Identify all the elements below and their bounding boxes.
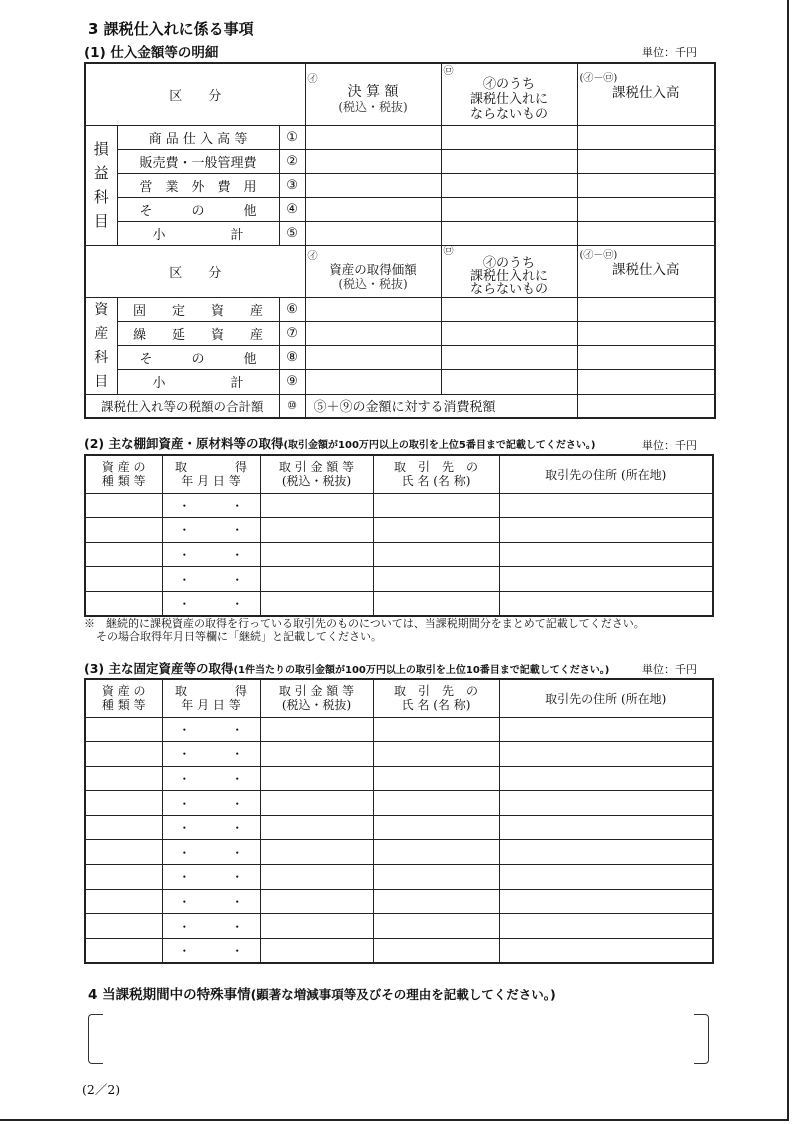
input-cell[interactable] xyxy=(577,149,715,173)
acquisition-date-header: 取 得 年 月 日 等 xyxy=(162,455,260,493)
col-non-taxable-header: ㋺ ㋑のうち 課税仕入れに ならないもの xyxy=(441,245,577,297)
table-row xyxy=(85,173,715,197)
col-taxable-header: (㋑－㋺) 課税仕入高 xyxy=(577,63,715,125)
input-cell[interactable] xyxy=(260,542,373,567)
input-cell[interactable] xyxy=(499,717,713,742)
input-cell[interactable] xyxy=(441,370,577,394)
table2-header-row xyxy=(85,455,713,493)
fixed-asset-acquisition-table xyxy=(84,678,714,964)
input-cell[interactable] xyxy=(441,149,577,173)
row-number: ⑦ xyxy=(279,321,305,345)
input-cell[interactable] xyxy=(305,297,441,321)
table-row xyxy=(85,791,713,816)
input-cell[interactable] xyxy=(305,173,441,197)
row-label: そ の 他 xyxy=(117,197,279,221)
input-cell[interactable] xyxy=(85,840,162,865)
total-desc: ⑤＋⑨の金額に対する消費税額 xyxy=(305,394,577,418)
input-cell[interactable] xyxy=(260,840,373,865)
input-cell[interactable] xyxy=(85,791,162,816)
table-row xyxy=(85,518,713,543)
row-label: 固 定 資 産 xyxy=(117,297,279,321)
table-row xyxy=(85,865,713,890)
table-row xyxy=(85,717,713,742)
input-cell[interactable] xyxy=(373,717,499,742)
table-row xyxy=(85,889,713,914)
date-cell[interactable]: ・ ・ xyxy=(162,914,260,939)
supplier-address-header: 取引先の住所 (所在地) xyxy=(499,455,713,493)
input-cell[interactable] xyxy=(373,518,499,543)
table-row xyxy=(85,125,715,149)
special-circumstances-input[interactable] xyxy=(106,1014,692,1062)
row-number: ⑤ xyxy=(279,221,305,245)
kubun-header: 区 分 xyxy=(85,63,305,125)
input-cell[interactable] xyxy=(260,938,373,963)
input-cell[interactable] xyxy=(260,815,373,840)
date-cell[interactable]: ・ ・ xyxy=(162,791,260,816)
input-cell[interactable] xyxy=(499,493,713,518)
input-cell[interactable] xyxy=(85,914,162,939)
asset-type-header: 資 産 の 種 類 等 xyxy=(85,455,162,493)
sub3-title: (3) 主な固定資産等の取得(1件当たりの取引金額が100万円以上の取引を上位10番目まで記載してください。) xyxy=(84,661,610,676)
input-cell[interactable] xyxy=(441,125,577,149)
input-cell[interactable] xyxy=(373,889,499,914)
date-cell[interactable]: ・ ・ xyxy=(162,766,260,791)
date-cell[interactable]: ・ ・ xyxy=(162,717,260,742)
input-cell[interactable] xyxy=(577,321,715,345)
table-row xyxy=(85,815,713,840)
total-label: 課税仕入れ等の税額の合計額 xyxy=(85,394,279,418)
date-cell[interactable]: ・ ・ xyxy=(162,889,260,914)
input-cell[interactable] xyxy=(260,865,373,890)
amount-header: 取 引 金 額 等 (税込・税抜) xyxy=(260,679,373,717)
input-cell[interactable] xyxy=(85,493,162,518)
input-cell[interactable] xyxy=(499,914,713,939)
input-cell[interactable] xyxy=(577,346,715,370)
input-cell[interactable] xyxy=(85,742,162,767)
input-cell[interactable] xyxy=(499,889,713,914)
row-label: 営 業 外 費 用 xyxy=(117,173,279,197)
date-cell[interactable]: ・ ・ xyxy=(162,591,260,616)
input-cell[interactable] xyxy=(373,493,499,518)
date-cell[interactable]: ・ ・ xyxy=(162,493,260,518)
input-cell[interactable] xyxy=(305,197,441,221)
input-cell[interactable] xyxy=(305,149,441,173)
table-row xyxy=(85,197,715,221)
row-label: 販売費・一般管理費 xyxy=(117,149,279,173)
section4-title: 4 当課税期間中の特殊事情(顕著な増減事項等及びその理由を記載してください。) xyxy=(88,987,556,1003)
supplier-name-header: 取 引 先 の 氏 名 (名 称) xyxy=(373,679,499,717)
input-cell[interactable] xyxy=(577,173,715,197)
left-bracket xyxy=(88,1014,103,1064)
input-cell[interactable] xyxy=(373,791,499,816)
input-cell[interactable] xyxy=(441,221,577,245)
table1b-header-row xyxy=(85,245,715,297)
input-cell[interactable] xyxy=(373,865,499,890)
input-cell[interactable] xyxy=(260,493,373,518)
input-cell[interactable] xyxy=(373,938,499,963)
input-cell[interactable] xyxy=(577,297,715,321)
date-cell[interactable]: ・ ・ xyxy=(162,865,260,890)
table-row xyxy=(85,567,713,592)
input-cell[interactable] xyxy=(499,766,713,791)
total-row xyxy=(85,394,715,418)
row-number: ③ xyxy=(279,173,305,197)
input-cell[interactable] xyxy=(441,297,577,321)
col-non-taxable-header: ㋺ ㋑のうち 課税仕入れに ならないもの xyxy=(441,63,577,125)
purchase-details-table xyxy=(84,62,716,419)
input-cell[interactable] xyxy=(577,221,715,245)
input-cell[interactable] xyxy=(305,221,441,245)
input-cell[interactable] xyxy=(85,518,162,543)
input-cell[interactable] xyxy=(577,370,715,394)
group-label-assets: 資 産 科 目 xyxy=(85,297,117,394)
page-number: (2／2) xyxy=(82,1082,121,1097)
table-row xyxy=(85,591,713,616)
sub2-title: (2) 主な棚卸資産・原材料等の取得(取引金額が100万円以上の取引を上位5番目まで記載してください。) xyxy=(84,436,596,451)
input-cell[interactable] xyxy=(373,914,499,939)
input-cell[interactable] xyxy=(373,591,499,616)
input-cell[interactable] xyxy=(85,889,162,914)
col-acquisition-header: ㋑ 資産の取得価額 (税込・税抜) xyxy=(305,245,441,297)
input-cell[interactable] xyxy=(260,567,373,592)
input-cell[interactable] xyxy=(373,840,499,865)
input-cell[interactable] xyxy=(441,173,577,197)
col-settlement-header: ㋑ 決 算 額 (税込・税抜) xyxy=(305,63,441,125)
input-cell[interactable] xyxy=(577,394,715,418)
unit-label: 単位：千円 xyxy=(642,46,697,59)
input-cell[interactable] xyxy=(85,591,162,616)
input-cell[interactable] xyxy=(499,591,713,616)
input-cell[interactable] xyxy=(499,518,713,543)
group-label-pl: 損 益 科 目 xyxy=(85,125,117,245)
date-cell[interactable]: ・ ・ xyxy=(162,815,260,840)
table-row xyxy=(85,542,713,567)
kubun-header: 区 分 xyxy=(85,245,305,297)
input-cell[interactable] xyxy=(499,938,713,963)
input-cell[interactable] xyxy=(441,321,577,345)
input-cell[interactable] xyxy=(260,889,373,914)
table-row xyxy=(85,493,713,518)
table-row xyxy=(85,321,715,345)
input-cell[interactable] xyxy=(499,742,713,767)
row-label: そ の 他 xyxy=(117,346,279,370)
row-number: ① xyxy=(279,125,305,149)
sub1-title: (1) 仕入金額等の明細 xyxy=(84,45,219,61)
input-cell[interactable] xyxy=(499,840,713,865)
supplier-address-header: 取引先の住所 (所在地) xyxy=(499,679,713,717)
input-cell[interactable] xyxy=(260,766,373,791)
input-cell[interactable] xyxy=(499,791,713,816)
table-row xyxy=(85,840,713,865)
input-cell[interactable] xyxy=(305,346,441,370)
table-row xyxy=(85,346,715,370)
row-number: ⑥ xyxy=(279,297,305,321)
input-cell[interactable] xyxy=(260,742,373,767)
table-row xyxy=(85,938,713,963)
table-row xyxy=(85,914,713,939)
table-row xyxy=(85,221,715,245)
table-row xyxy=(85,742,713,767)
input-cell[interactable] xyxy=(373,542,499,567)
date-cell[interactable]: ・ ・ xyxy=(162,542,260,567)
input-cell[interactable] xyxy=(85,717,162,742)
input-cell[interactable] xyxy=(260,518,373,543)
input-cell[interactable] xyxy=(85,865,162,890)
input-cell[interactable] xyxy=(577,125,715,149)
row-label: 小 計 xyxy=(117,370,279,394)
input-cell[interactable] xyxy=(441,346,577,370)
input-cell[interactable] xyxy=(499,542,713,567)
input-cell[interactable] xyxy=(260,914,373,939)
section3-title: 3 課税仕入れに係る事項 xyxy=(88,20,254,38)
col-taxable-header: (㋑－㋺) 課税仕入高 xyxy=(577,245,715,297)
amount-header: 取 引 金 額 等 (税込・税抜) xyxy=(260,455,373,493)
date-cell[interactable]: ・ ・ xyxy=(162,742,260,767)
input-cell[interactable] xyxy=(441,197,577,221)
input-cell[interactable] xyxy=(260,717,373,742)
row-number: ⑩ xyxy=(279,394,305,418)
input-cell[interactable] xyxy=(305,321,441,345)
row-label: 小 計 xyxy=(117,221,279,245)
table1-header-row xyxy=(85,63,715,125)
sub2-note: ※ 継続的に課税資産の取得を行っている取引先のものについては、当課税期間分をまとめて記載してください。 その場合取得年月日等欄に「継続」と記載してください。 xyxy=(84,617,645,643)
input-cell[interactable] xyxy=(85,815,162,840)
input-cell[interactable] xyxy=(373,742,499,767)
table-row xyxy=(85,297,715,321)
input-cell[interactable] xyxy=(577,197,715,221)
table-row xyxy=(85,149,715,173)
unit-label: 単位：千円 xyxy=(642,663,697,676)
row-number: ⑨ xyxy=(279,370,305,394)
input-cell[interactable] xyxy=(260,591,373,616)
input-cell[interactable] xyxy=(85,542,162,567)
date-cell[interactable]: ・ ・ xyxy=(162,840,260,865)
table3-header-row xyxy=(85,679,713,717)
input-cell[interactable] xyxy=(305,370,441,394)
row-number: ⑧ xyxy=(279,346,305,370)
unit-label: 単位：千円 xyxy=(642,439,697,452)
asset-type-header: 資 産 の 種 類 等 xyxy=(85,679,162,717)
table-row xyxy=(85,766,713,791)
inventory-acquisition-table xyxy=(84,454,714,617)
input-cell[interactable] xyxy=(85,766,162,791)
input-cell[interactable] xyxy=(260,791,373,816)
row-number: ② xyxy=(279,149,305,173)
input-cell[interactable] xyxy=(373,766,499,791)
right-bracket xyxy=(694,1014,709,1064)
row-label: 商 品 仕 入 高 等 xyxy=(117,125,279,149)
input-cell[interactable] xyxy=(499,815,713,840)
input-cell[interactable] xyxy=(305,125,441,149)
input-cell[interactable] xyxy=(499,567,713,592)
date-cell[interactable]: ・ ・ xyxy=(162,567,260,592)
input-cell[interactable] xyxy=(373,567,499,592)
input-cell[interactable] xyxy=(499,865,713,890)
row-number: ④ xyxy=(279,197,305,221)
date-cell[interactable]: ・ ・ xyxy=(162,518,260,543)
acquisition-date-header: 取 得 年 月 日 等 xyxy=(162,679,260,717)
input-cell[interactable] xyxy=(85,567,162,592)
table-row xyxy=(85,370,715,394)
input-cell[interactable] xyxy=(373,815,499,840)
supplier-name-header: 取 引 先 の 氏 名 (名 称) xyxy=(373,455,499,493)
input-cell[interactable] xyxy=(85,938,162,963)
date-cell[interactable]: ・ ・ xyxy=(162,938,260,963)
row-label: 繰 延 資 産 xyxy=(117,321,279,345)
